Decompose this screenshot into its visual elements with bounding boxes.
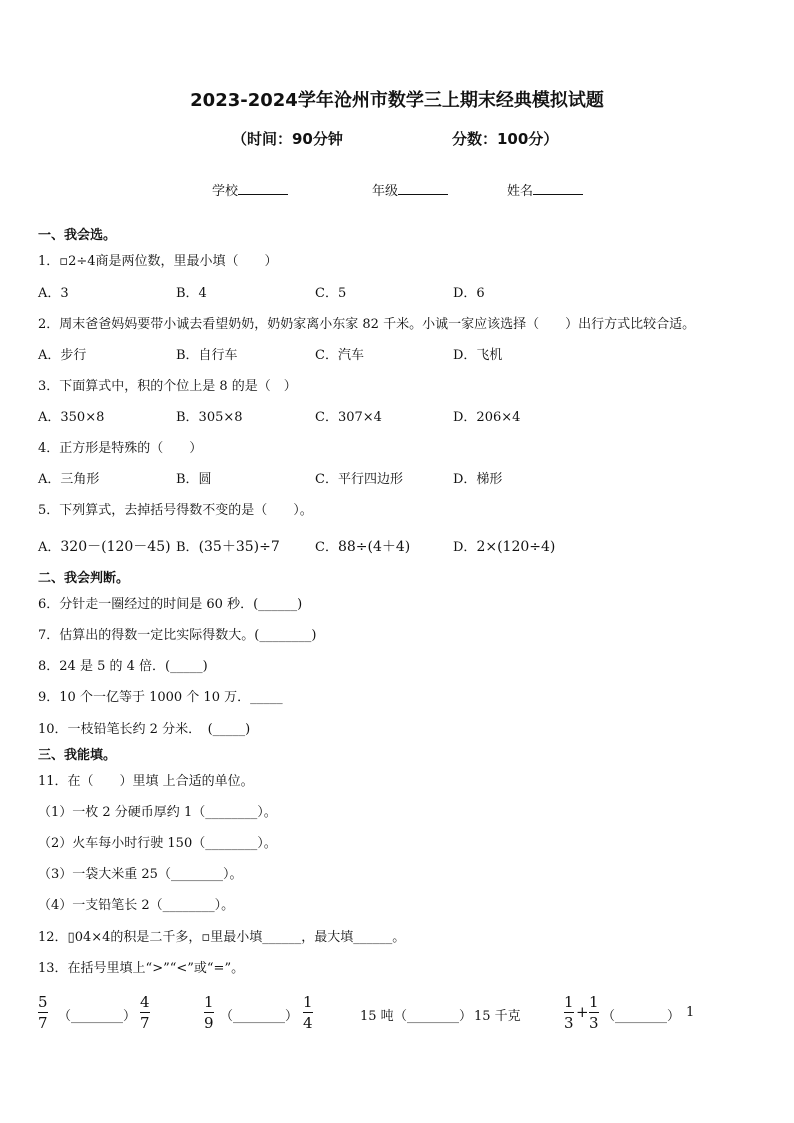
q5-option-c[interactable] — [315, 536, 410, 556]
q11-item-1[interactable]: （1）一枚 2 分硬币厚约 1（________）。 — [38, 805, 277, 820]
question-8[interactable]: 8．24 是 5 的 4 倍．(_____) — [38, 659, 208, 674]
q5-option-d[interactable] — [453, 536, 555, 555]
exam-time: （时间：90分钟 — [232, 130, 343, 148]
name-field — [507, 180, 583, 199]
name-label: 姓名 — [507, 184, 534, 199]
page-title: 2023-2024学年沧州市数学三上期末经典模拟试题 — [190, 90, 604, 111]
q5-option-c-expr: 88÷(4＋4) — [337, 539, 411, 555]
q3-option-d[interactable]: D．206×4 — [453, 410, 521, 425]
q1-option-c[interactable]: C．5 — [315, 286, 347, 301]
q3-option-b[interactable]: B．305×8 — [176, 410, 243, 425]
q13-right-1: 1 — [686, 1005, 695, 1020]
q2-option-d[interactable]: D．飞机 — [453, 348, 503, 363]
q11-item-2[interactable]: （2）火车每小时行驶 150（________）。 — [38, 836, 277, 851]
question-13: 13．在括号里填上“>”“<”或“=”。 — [38, 961, 245, 976]
question-7[interactable]: 7．估算出的得数一定比实际得数大。(________) — [38, 628, 317, 643]
question-10[interactable]: 10．一枝铅笔长约 2 分米． (_____) — [38, 722, 251, 737]
q13-fraction-1-4: 1 4 — [303, 993, 313, 1032]
q13-plus-sign: + — [576, 1003, 589, 1021]
grade-field — [372, 180, 448, 199]
q11-item-4[interactable]: （4）一支铅笔长 2（________）。 — [38, 898, 235, 913]
q13-fraction-5-7: 5 7 — [38, 993, 48, 1032]
q13-blank-1[interactable]: （________） — [58, 1009, 137, 1024]
q5-option-b-letter: B． — [176, 540, 199, 555]
q13-fraction-4-7: 4 7 — [140, 993, 150, 1032]
q1-option-d[interactable]: D．6 — [453, 286, 485, 301]
question-5: 5．下列算式，去掉括号得数不变的是（ ）。 — [38, 503, 313, 518]
q1-option-a[interactable]: A．3 — [38, 286, 69, 301]
section-3-heading: 三、我能填。 — [38, 748, 117, 763]
q5-option-b-expr: (35＋35)÷7 — [198, 539, 280, 555]
q4-option-d[interactable]: D．梯形 — [453, 472, 503, 487]
q5-option-a[interactable] — [38, 536, 171, 556]
q13-blank-3[interactable]: （________） — [394, 1009, 473, 1024]
name-blank[interactable] — [533, 182, 583, 195]
q5-option-d-expr: 2×(120÷4) — [476, 539, 556, 555]
question-11: 11．在（ ）里填 上合适的单位。 — [38, 774, 254, 789]
grade-label: 年级 — [372, 184, 399, 199]
q11-item-3[interactable]: （3）一袋大米重 25（________）。 — [38, 867, 243, 882]
q2-option-c[interactable]: C．汽车 — [315, 348, 364, 363]
q13-left-15-ton: 15 吨 — [360, 1009, 394, 1024]
q13-blank-2[interactable]: （________） — [220, 1009, 299, 1024]
q13-fraction-1-3-a: 1 3 — [564, 993, 574, 1032]
q2-option-a[interactable]: A．步行 — [38, 348, 87, 363]
q3-option-a[interactable]: A．350×8 — [38, 410, 105, 425]
section-2-heading: 二、我会判断。 — [38, 571, 130, 586]
q5-option-a-expr: 320－(120－45) — [60, 539, 171, 555]
question-1: 1．▫2÷4商是两位数，里最小填（ ） — [38, 254, 278, 269]
q4-option-a[interactable]: A．三角形 — [38, 472, 100, 487]
question-4: 4．正方形是特殊的（ ） — [38, 441, 203, 456]
question-3: 3．下面算式中，积的个位上是 8 的是（ ） — [38, 379, 297, 394]
q5-option-a-letter: A． — [38, 540, 61, 555]
question-6[interactable]: 6．分针走一圈经过的时间是 60 秒．(______) — [38, 597, 303, 612]
grade-blank[interactable] — [398, 182, 448, 195]
q5-option-b[interactable] — [176, 536, 280, 556]
exam-score: 分数：100分） — [452, 130, 559, 148]
q5-option-c-letter: C． — [315, 540, 338, 555]
question-2: 2．周末爸爸妈妈要带小诚去看望奶奶，奶奶家离小东家 82 千米。小诚一家应该选择（ ）出行方式比较合适。 — [38, 317, 696, 332]
q1-option-b[interactable]: B．4 — [176, 286, 207, 301]
question-12[interactable]: 12．▯04×4的积是二千多，▫里最小填______，最大填______。 — [38, 930, 406, 945]
school-field — [212, 180, 288, 199]
q13-blank-4[interactable]: （________） — [602, 1009, 681, 1024]
section-1-heading: 一、我会选。 — [38, 228, 117, 243]
school-label: 学校 — [212, 184, 239, 199]
q13-fraction-1-3-b: 1 3 — [589, 993, 599, 1032]
q13-right-15-kg: 15 千克 — [474, 1009, 521, 1024]
school-blank[interactable] — [238, 182, 288, 195]
question-9[interactable]: 9．10 个一亿等于 1000 个 10 万．_____ — [38, 690, 283, 705]
q3-option-c[interactable]: C．307×4 — [315, 410, 382, 425]
q4-option-c[interactable]: C．平行四边形 — [315, 472, 403, 487]
q4-option-b[interactable]: B．圆 — [176, 472, 212, 487]
q13-fraction-1-9: 1 9 — [204, 993, 214, 1032]
q2-option-b[interactable]: B．自行车 — [176, 348, 238, 363]
q5-option-d-letter: D． — [453, 540, 477, 555]
